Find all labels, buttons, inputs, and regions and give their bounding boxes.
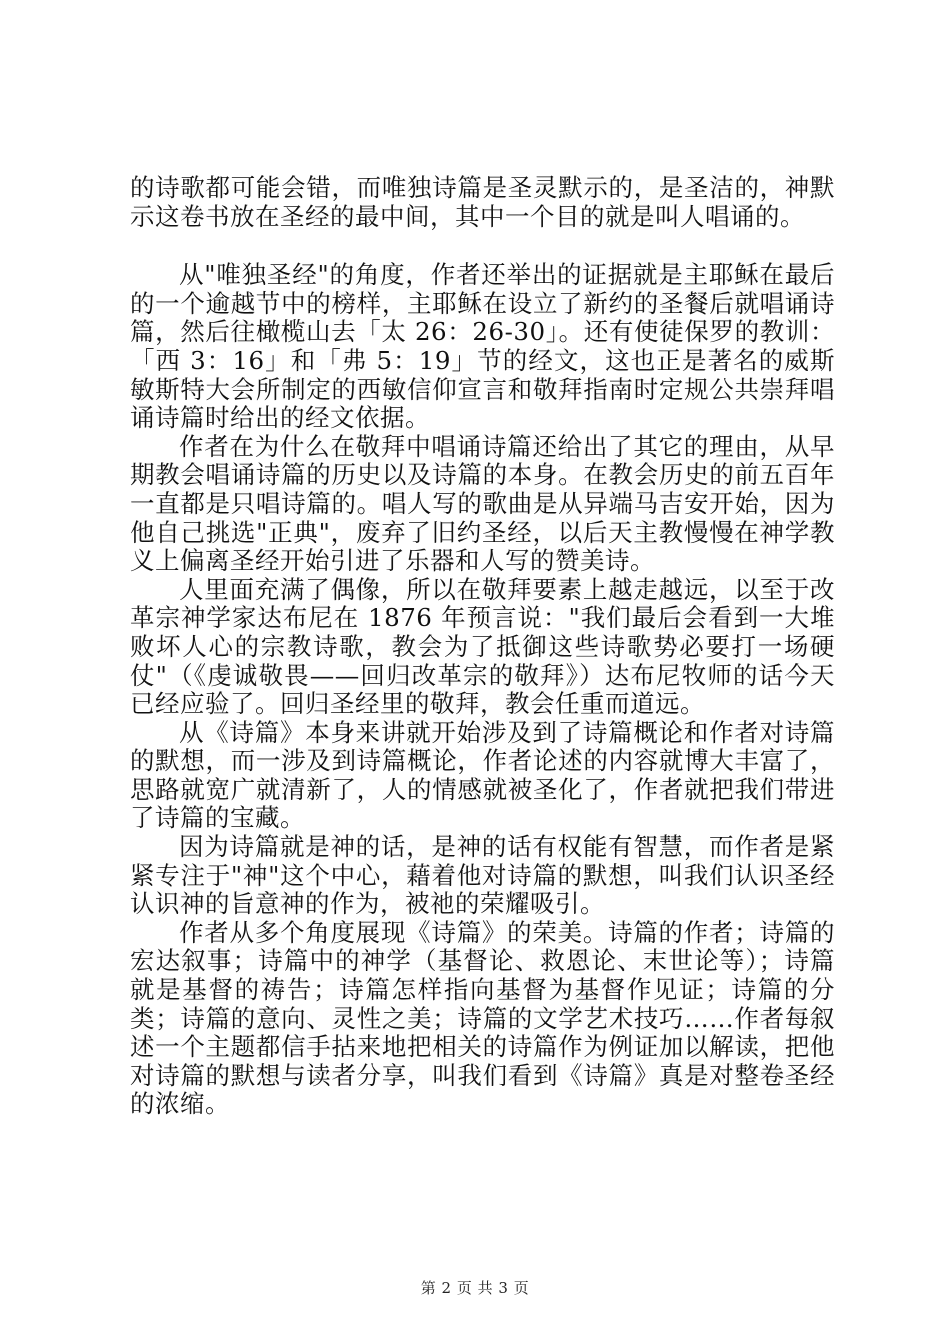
paragraph-5: 从《诗篇》本身来讲就开始涉及到了诗篇概论和作者对诗篇的默想，而一涉及到诗篇概论，作者论述的内容就博大丰富了，思路就宽广就清新了，人的情感就被圣化了，作者就把我们带进了诗篇的宝藏。	[130, 717, 835, 833]
paragraph-1: 的诗歌都可能会错，而唯独诗篇是圣灵默示的，是圣洁的，神默示这卷书放在圣经的最中间，其中一个目的就是叫人唱诵的。	[130, 173, 835, 231]
paragraph-3: 作者在为什么在敬拜中唱诵诗篇还给出了其它的理由，从早期教会唱诵诗篇的历史以及诗篇的本身。在教会历史的前五百年一直都是只唱诗篇的。唱人写的歌曲是从异端马吉安开始，因为他自己挑选"正典"，废弃了旧约圣经，以后天主教慢慢在神学教义上偏离圣经开始引进了乐器和人写的赞美诗。	[130, 431, 835, 576]
document-body	[130, 174, 835, 1119]
paragraph-6: 因为诗篇就是神的话，是神的话有权能有智慧，而作者是紧紧专注于"神"这个中心，藉着他对诗篇的默想，叫我们认识圣经认识神的旨意神的作为，被祂的荣耀吸引。	[130, 832, 835, 919]
page-footer	[0, 1279, 950, 1297]
paragraph-7: 作者从多个角度展现《诗篇》的荣美。诗篇的作者；诗篇的宏达叙事；诗篇中的神学（基督论、救恩论、末世论等）；诗篇就是基督的祷告；诗篇怎样指向基督为基督作见证；诗篇的分类；诗篇的意向、灵性之美；诗篇的文学艺术技巧……作者每叙述一个主题都信手拈来地把相关的诗篇作为例证加以解读，把他对诗篇的默想与读者分享，叫我们看到《诗篇》真是对整卷圣经的浓缩。	[130, 917, 835, 1119]
paragraph-2: 从"唯独圣经"的角度，作者还举出的证据就是主耶稣在最后的一个逾越节中的榜样，主耶稣在设立了新约的圣餐后就唱诵诗篇，然后往橄榄山去「太 26：26-30」。还有使徒保罗的教训：「西 3：16」和「弗 5：19」节的经文，这也正是著名的威斯敏斯特大会所制定的西敏信仰宣言和敬拜指南时定规公共崇拜唱诵诗篇时给出的经文依据。	[130, 260, 835, 433]
paragraph-4: 人里面充满了偶像，所以在敬拜要素上越走越远，以至于改革宗神学家达布尼在 1876 年预言说："我们最后会看到一大堆败坏人心的宗教诗歌，教会为了抵御这些诗歌势必要打一场硬仗"（《虔诚敬畏——回归改革宗的敬拜》）达布尼牧师的话今天已经应验了。回归圣经里的敬拜，教会任重而道远。	[130, 574, 835, 719]
page-number-label: 第 2 页 共 3 页	[420, 1279, 530, 1297]
